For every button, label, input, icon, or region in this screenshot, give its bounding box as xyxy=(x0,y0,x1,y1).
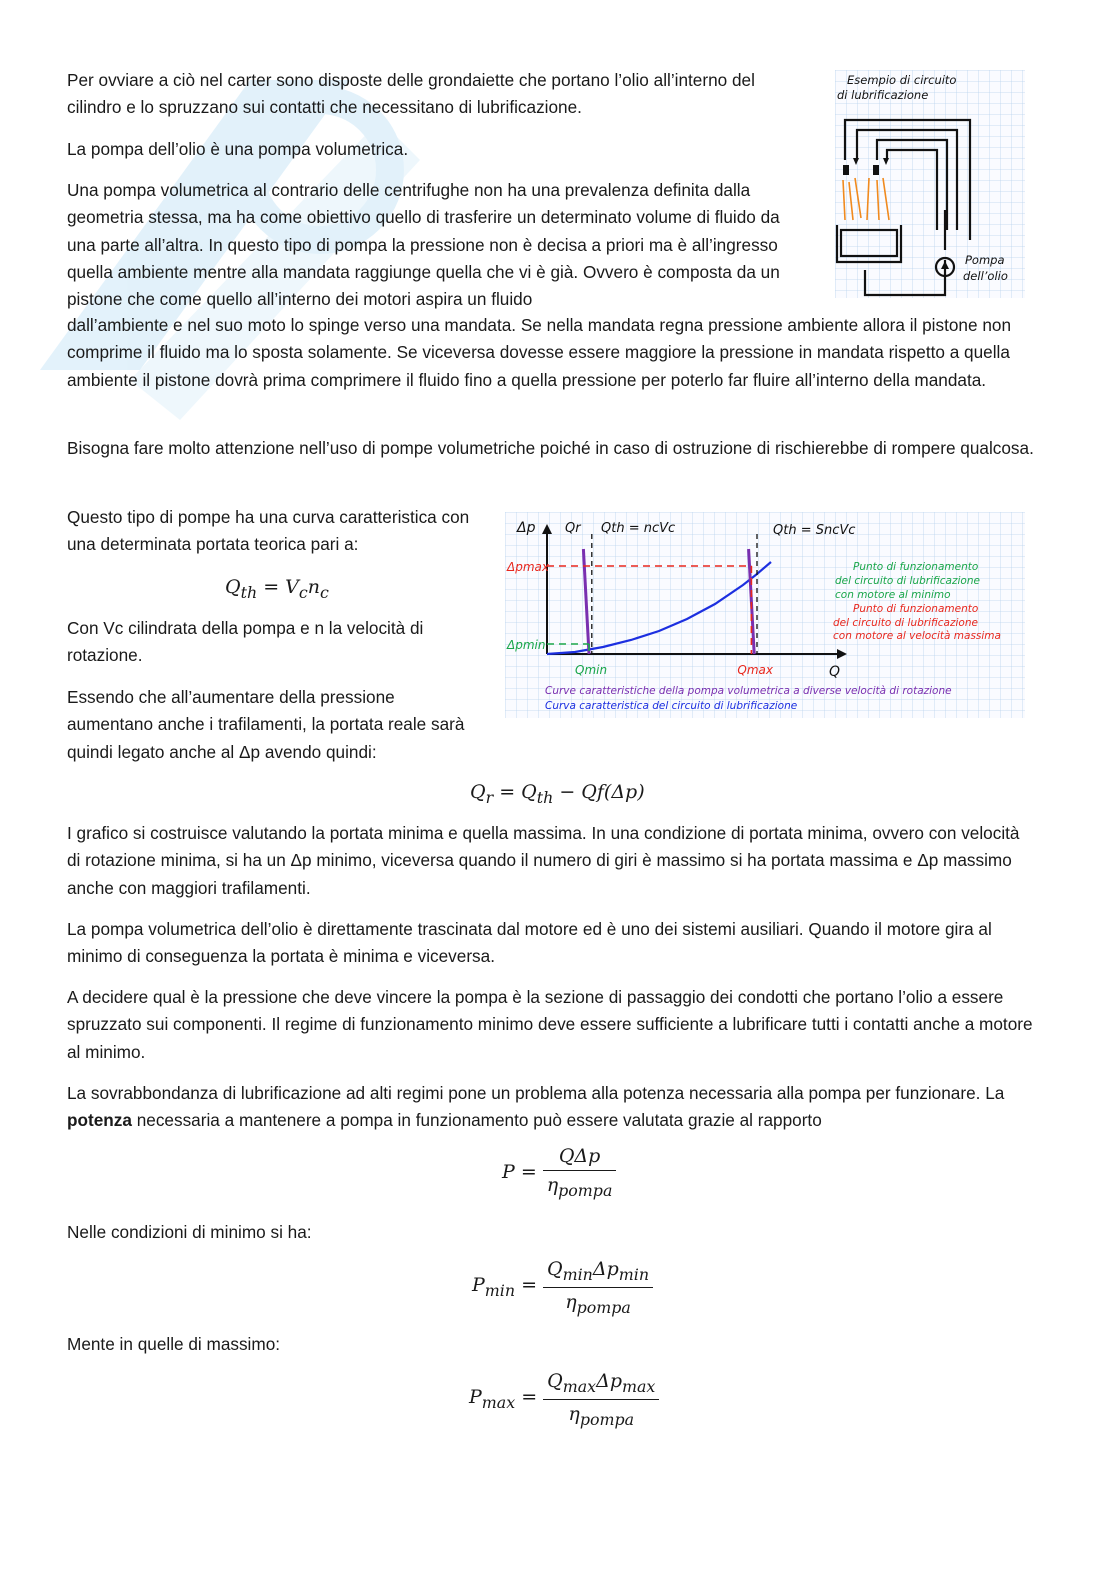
eq-pmin-num-q-sub: min xyxy=(562,1264,593,1284)
paragraph-volumetric-pump-continued: dall’ambiente e nel suo moto lo spinge verso una mandata. Se nella mandata regna pressione ambiente allora il pistone non comprime il fluido ma lo sposta solamente. Se viceversa dovesse essere maggiore la pressione in mandata rispetto a quella ambiente il pistone dovrà prima comprimere il fluido fino a quella pressione per poterlo far fluire all’interno della mandata. xyxy=(67,315,1012,390)
paragraph-oil-pump-type: La pompa dell’olio è una pompa volumetrica. xyxy=(67,139,409,159)
annotation-q-min: Qmin xyxy=(575,663,608,677)
annotation-qth-max: Qth = SncVc xyxy=(773,523,856,538)
annotation-qr: Qr xyxy=(565,521,581,536)
paragraph-oil-gutters: Per ovviare a ciò nel carter sono disposte delle grondaiette che portano l’olio all’interno del cilindro e lo spruzzano sui contatti che necessitano di lubrificazione. xyxy=(67,70,755,118)
paragraph-min-conditions: Nelle condizioni di minimo si ha: xyxy=(67,1222,312,1242)
legend-red-line1: Punto di funzionamento xyxy=(853,603,979,615)
eq-qr-q: Q xyxy=(470,781,486,803)
paragraph-pump-drive: La pompa volumetrica dell’olio è direttamente trascinata dal motore ed è uno dei sistemi ausiliari. Quando il motore gira al minimo di conseguenza la portata è minima e viceversa. xyxy=(67,919,992,967)
eq-qth-n: n xyxy=(307,576,320,598)
eq-pmax-num-dp-sub: max xyxy=(621,1376,656,1396)
legend-green-line2: del circuito di lubrificazione xyxy=(835,575,980,587)
eq-pmax-den-sub: pompa xyxy=(579,1409,635,1429)
equation-theoretical-flow xyxy=(225,576,329,602)
equation-power-max xyxy=(469,1370,659,1429)
eq-qth-vc-sub: c xyxy=(298,582,308,602)
paragraph-volumetric-pump-intro: Una pompa volumetrica al contrario delle centrifughe non ha una prevalenza definita dalla geometria stessa, ma ha come obiettivo quello di trasferire un determinato volume di fluido da una parte all’altra. In questo tipo di pompa la pressione non è decisa a priori ma è all’ingresso quella ambiente mentre alla mandata raggiunge quella che vi è già. Ovvero è composta da un pistone che come quello all’interno dei motori aspira un fluido xyxy=(67,180,780,310)
eq-pmin-lhs: P xyxy=(472,1274,485,1297)
paragraph-max-conditions: Mente in quelle di massimo: xyxy=(67,1334,281,1354)
paragraph-pressure-section: A decidere qual è la pressione che deve vincere la pompa è la sezione di passaggio dei condotti che portano l’olio a essere spruzzato sui componenti. Il regime di funzionamento minimo deve essere sufficiente a lubrificare tutti i contatti anche a motore al minimo. xyxy=(67,987,1033,1062)
eq-qr-th-sub: th xyxy=(536,787,554,807)
pump-characteristic-chart xyxy=(505,512,1025,718)
eq-qth-n-sub: c xyxy=(320,582,329,602)
legend-red-line3: con motore al velocità massima xyxy=(833,630,1001,642)
paragraph-power-post: necessaria a mantenere a pompa in funzionamento può essere valutata grazie al rapporto xyxy=(131,1110,822,1131)
paragraph-leakage: Essendo che all’aumentare della pressione aumentano anche i trafilamenti, la portata reale sarà quindi legato anche al Δp avendo quindi: xyxy=(67,687,465,762)
eq-pmax-num-q-sub: max xyxy=(562,1376,597,1396)
equation-power-min xyxy=(472,1258,653,1317)
eq-p-den: η xyxy=(546,1174,559,1196)
eq-qr-eq: = Q xyxy=(493,781,537,803)
eq-pmax-den: η xyxy=(568,1402,580,1425)
annotation-dp-min: Δpmin xyxy=(507,638,546,652)
eq-pmax-lhs-sub: max xyxy=(481,1393,516,1413)
legend-purple: Curve caratteristiche della pompa volumetrica a diverse velocità di rotazione xyxy=(545,685,952,697)
eq-pmax-eq: = xyxy=(521,1386,538,1409)
sketch-pump-label-line1: Pompa xyxy=(965,253,1005,267)
eq-qr-rest: − Qf(Δp) xyxy=(553,781,645,803)
paragraph-power-pre: La sovrabbondanza di lubrificazione ad alti regimi pone un problema alla potenza necessaria alla pompa per funzionare. La xyxy=(67,1083,1005,1103)
eq-pmin-den-sub: pompa xyxy=(576,1297,631,1317)
paragraph-power-bold: potenza xyxy=(67,1110,132,1131)
paragraph-power xyxy=(67,1080,1035,1135)
legend-blue: Curva caratteristica del circuito di lubrificazione xyxy=(545,700,798,712)
eq-pmin-num-q: Q xyxy=(547,1258,563,1280)
sketch-title-line1: Esempio di circuito xyxy=(847,73,957,87)
paragraph-displacement: Con Vc cilindrata della pompa e n la velocità di rotazione. xyxy=(67,618,424,666)
eq-pmin-lhs-sub: min xyxy=(484,1281,516,1301)
sketch-pump-label-line2: dell’olio xyxy=(963,269,1008,283)
annotation-dp-max: Δpmax xyxy=(507,560,549,574)
eq-pmin-num-dp: Δp xyxy=(592,1258,619,1280)
sketch-title-line2: di lubrificazione xyxy=(837,88,929,102)
eq-pmax-lhs: P xyxy=(469,1386,482,1409)
eq-p-lhs: P = xyxy=(502,1161,537,1184)
legend-red-line2: del circuito di lubrificazione xyxy=(833,617,978,629)
legend-green-line1: Punto di funzionamento xyxy=(853,561,979,573)
annotation-q-max: Qmax xyxy=(737,663,773,677)
equation-power xyxy=(502,1145,616,1200)
eq-pmax-num-q: Q xyxy=(547,1370,563,1392)
eq-pmin-den: η xyxy=(565,1290,577,1313)
eq-qr-sub: r xyxy=(485,787,494,807)
eq-qth-rhs: = V xyxy=(263,576,299,598)
eq-p-num: QΔp xyxy=(558,1145,601,1167)
paragraph-graph-construction: I grafico si costruisce valutando la portata minima e quella massima. In una condizione di portata minima, ovvero con velocità di rotazione minima, si ha un Δp minimo, viceversa quando il numero di giri è massimo si ha portata massima e Δp massimo anche con maggiori trafilamenti. xyxy=(67,823,1020,898)
paragraph-warning: Bisogna fare molto attenzione nell’uso di pompe volumetriche poiché in caso di ostruzione di rischierebbe di rompere qualcosa. xyxy=(67,438,1034,458)
eq-qth-sub: th xyxy=(240,582,258,602)
eq-pmin-num-dp-sub: min xyxy=(618,1264,650,1284)
eq-p-den-sub: pompa xyxy=(558,1180,613,1200)
lubrication-circuit-sketch xyxy=(835,70,1025,298)
legend-green-line3: con motore al minimo xyxy=(835,589,951,601)
eq-pmin-eq: = xyxy=(521,1274,538,1297)
x-axis-label: Q xyxy=(829,664,841,680)
y-axis-label: Δp xyxy=(517,520,536,536)
eq-qth-q: Q xyxy=(225,576,241,598)
eq-pmax-num-dp: Δp xyxy=(596,1370,622,1392)
paragraph-characteristic-curve: Questo tipo di pompe ha una curva caratteristica con una determinata portata teorica pari a: xyxy=(67,507,470,555)
equation-real-flow xyxy=(470,781,645,807)
annotation-qth-min: Qth = ncVc xyxy=(601,521,676,536)
